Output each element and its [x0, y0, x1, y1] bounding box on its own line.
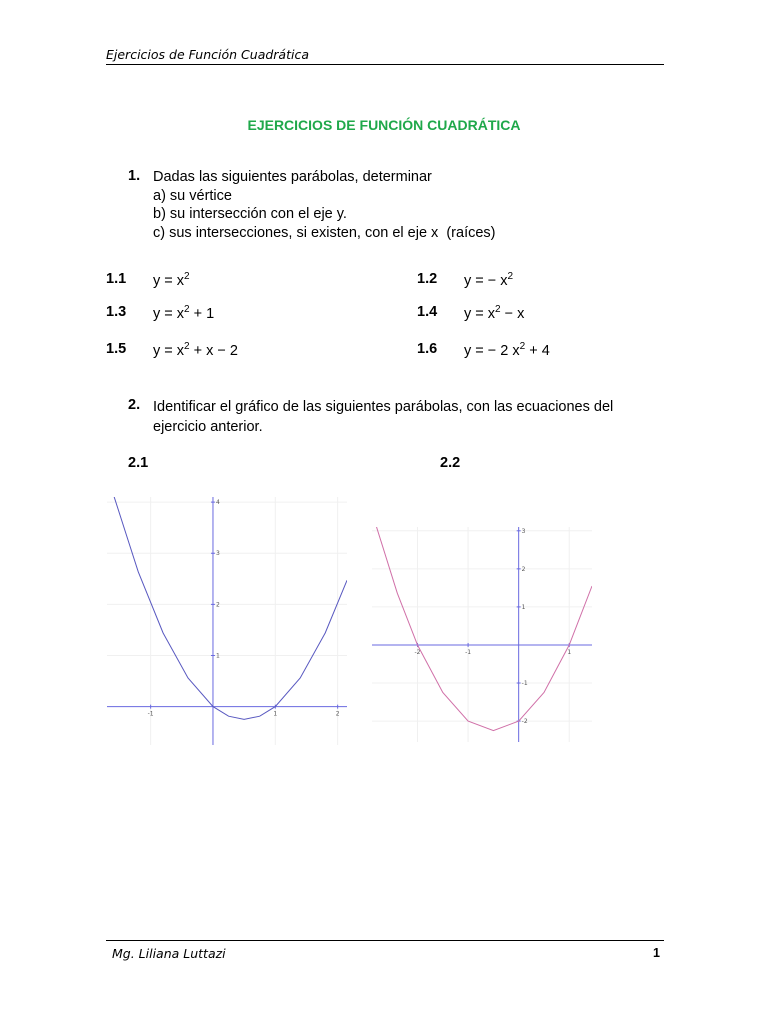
- equation-formula: $y = x^2 + 1$: [153, 304, 215, 322]
- page-number: 1: [653, 946, 660, 960]
- exercise-1-statement: [153, 168, 496, 242]
- equation-formula: y = − $x^2$: [464, 271, 514, 289]
- x-tick-label: -2: [414, 648, 421, 656]
- graph-2-1: [107, 497, 347, 745]
- x-tick-label: 1: [567, 648, 572, 656]
- graph-2-1-label: 2.1: [128, 455, 149, 471]
- equation-label: 1.6: [417, 341, 438, 357]
- equation-formula: $y = x^2 + x - 2$: [153, 341, 238, 359]
- exercise-1-number: 1.: [128, 168, 141, 184]
- equation-formula: y = − 2 $x^2 + 4$: [464, 341, 550, 359]
- footer-author: Mg. Liliana Luttazi: [112, 946, 226, 961]
- exercise-1-line: b) su intersección con el eje y.: [153, 206, 347, 222]
- equation-formula: $y = x^2 - x$: [464, 304, 525, 322]
- page-footer: [106, 940, 664, 963]
- page-header: [106, 46, 664, 65]
- y-tick-label: 3: [521, 527, 526, 535]
- y-tick-label: 4: [215, 499, 220, 507]
- graph-background: [107, 497, 347, 745]
- y-tick-label: 1: [521, 603, 526, 611]
- equation-formula: $y = x^2$: [153, 271, 190, 289]
- y-tick-label: 2: [215, 601, 220, 609]
- x-tick-label: -1: [147, 710, 154, 718]
- equation-label: 1.4: [417, 304, 438, 320]
- y-tick-label: 3: [215, 550, 220, 558]
- document-title: EJERCICIOS DE FUNCIÓN CUADRÁTICA: [247, 117, 521, 133]
- equation-label: 1.2: [417, 271, 438, 287]
- exercise-2-number: 2.: [128, 397, 141, 413]
- y-tick-label: 2: [521, 565, 526, 573]
- exercise-1-line: c) sus intersecciones, si existen, con el eje x (raíces): [153, 224, 496, 241]
- y-tick-label: -1: [521, 680, 528, 688]
- x-tick-label: -1: [465, 648, 472, 656]
- y-tick-label: -2: [521, 718, 528, 726]
- y-tick-label: 1: [215, 652, 220, 660]
- exercise-2-statement: Identificar el gráfico de las siguientes parábolas, con las ecuaciones del ejercicio anterior.: [153, 399, 614, 435]
- equation-label: 1.3: [106, 304, 127, 320]
- exercise-1-line: Dadas las siguientes parábolas, determinar: [153, 169, 432, 185]
- equation-label: 1.1: [106, 271, 127, 287]
- graph-2-2: [372, 527, 592, 742]
- graph-background: [372, 527, 592, 742]
- header-title: Ejercicios de Función Cuadrática: [106, 47, 309, 62]
- x-tick-label: 1: [273, 710, 278, 718]
- graph-2-2-label: 2.2: [440, 455, 461, 471]
- equation-label: 1.5: [106, 341, 127, 357]
- x-tick-label: 2: [335, 710, 340, 718]
- exercise-1-line: a) su vértice: [153, 187, 232, 204]
